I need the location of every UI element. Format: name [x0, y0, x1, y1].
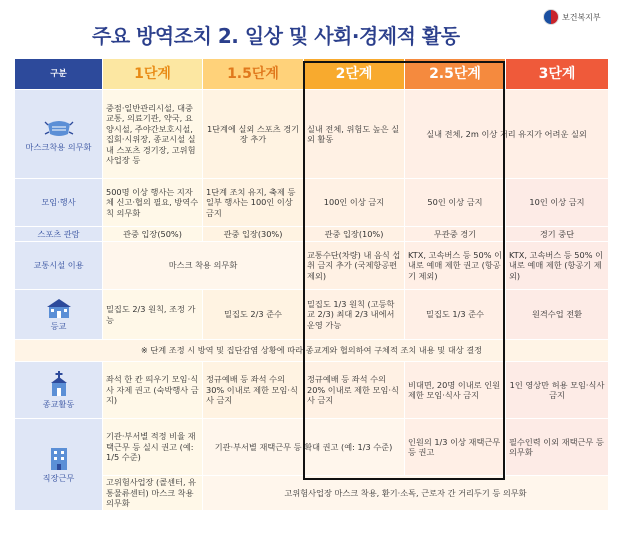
cell-school-stage2: 밀집도 1/3 원칙 (고등학교 2/3) 최대 2/3 내에서 운영 가능 [304, 290, 405, 340]
column-header-stage2: 2단계 [304, 59, 405, 90]
row-label-text: 직장근무 [42, 473, 75, 483]
cell-work-stage1-5-2: 기관·부서별 재택근무 등 확대 권고 (예: 1/3 수준) [203, 419, 405, 476]
column-header-stage2-5: 2.5단계 [405, 59, 506, 90]
religion-note: ※ 단계 조정 시 방역 및 집단감염 상황에 따라 종교계와 협의하여 구체적 조치 내용 및 대상 결정 [15, 340, 609, 362]
cell-sports-stage2-5: 무관중 경기 [405, 227, 506, 242]
table-row-meeting [15, 179, 609, 227]
cell-school-stage1-5: 밀집도 2/3 준수 [203, 290, 304, 340]
cell-school-stage1: 밀집도 2/3 원칙, 조정 가능 [103, 290, 203, 340]
cell-mask-stage2-5-3: 실내 전체, 2m 이상 거리 유지가 어려운 실외 [405, 90, 609, 179]
table-row-note [15, 340, 609, 362]
cell-mask-stage2: 실내 전체, 위험도 높은 실외 활동 [304, 90, 405, 179]
taegeuk-icon [543, 9, 559, 25]
school-icon [46, 297, 72, 319]
cell-mask-stage1: 중점·일반관리시설, 대중교통, 의료기관, 약국, 요양시설, 주야간보호시설, 집회·시위장, 종교시설 실내 스포츠 경기장, 고위험 사업장 등 [103, 90, 203, 179]
cell-transport-stage2-5: KTX, 고속버스 등 50% 이내로 예매 제한 권고 (항공기 제외) [405, 242, 506, 290]
row-label-sports: 스포츠 관람 [15, 227, 103, 242]
cell-work-stage3: 필수인력 이외 재택근무 등 의무화 [506, 419, 609, 476]
mask-icon [44, 116, 74, 140]
table-row-sports [15, 227, 609, 242]
row-label-transport: 교통시설 이용 [15, 242, 103, 290]
table-row-transport [15, 242, 609, 290]
row-label-work [15, 419, 103, 511]
cell-sports-stage2: 관중 입장(10%) [304, 227, 405, 242]
column-header-stage1: 1단계 [103, 59, 203, 90]
cell-transport-stage2: 교통수단(차량) 내 음식 섭취 금지 추가 (국제항공편 제외) [304, 242, 405, 290]
page-title: 주요 방역조치 2. 일상 및 사회·경제적 활동 [92, 24, 460, 48]
row-label-mask [15, 90, 103, 179]
cell-mask-stage1-5: 1단계에 실외 스포츠 경기장 추가 [203, 90, 304, 179]
table-row-work-b [15, 476, 609, 511]
table-header-row [15, 59, 609, 90]
cell-highrisk-stage1: 고위험사업장 (콜센터, 유통물류센터) 마스크 착용 의무화 [103, 476, 203, 511]
row-label-text: 등교 [50, 321, 67, 332]
ministry-logo [543, 9, 601, 25]
column-header-category: 구분 [15, 59, 103, 90]
row-label-religion [15, 362, 103, 419]
cell-religion-stage1-5: 정규예배 등 좌석 수의 30% 이내로 제한 모임·식사 금지 [203, 362, 304, 419]
row-label-text: 종교활동 [42, 398, 75, 409]
cell-highrisk-stage1-5-3: 고위험사업장 마스크 착용, 환기·소독, 근로자 간 거리두기 등 의무화 [203, 476, 609, 511]
cell-meeting-stage1-5: 1단계 조치 유지, 축제 등 일부 행사는 100인 이상 금지 [203, 179, 304, 227]
column-header-stage1-5: 1.5단계 [203, 59, 304, 90]
cell-religion-stage2-5: 비대면, 20명 이내로 인원 제한 모임·식사 금지 [405, 362, 506, 419]
cell-sports-stage3: 경기 중단 [506, 227, 609, 242]
cell-sports-stage1-5: 관중 입장(30%) [203, 227, 304, 242]
row-label-school [15, 290, 103, 340]
measures-table [14, 58, 609, 511]
table-row-work-a [15, 419, 609, 476]
table-row-school [15, 290, 609, 340]
cell-school-stage2-5: 밀집도 1/3 준수 [405, 290, 506, 340]
column-header-stage3: 3단계 [506, 59, 609, 90]
header [0, 0, 620, 56]
cell-meeting-stage3: 10인 이상 금지 [506, 179, 609, 227]
cell-religion-stage2: 정규예배 등 좌석 수의 20% 이내로 제한 모임·식사 금지 [304, 362, 405, 419]
table-row-mask [15, 90, 609, 179]
logo-text: 보건복지부 [562, 12, 601, 22]
cell-work-stage2-5: 인원의 1/3 이상 재택근무 등 권고 [405, 419, 506, 476]
cell-transport-stage1-1-5: 마스크 착용 의무화 [103, 242, 304, 290]
cell-religion-stage1: 좌석 한 칸 띄우기 모임·식사 자제 권고 (숙박행사 금지) [103, 362, 203, 419]
cell-meeting-stage2-5: 50인 이상 금지 [405, 179, 506, 227]
row-label-text: 마스크착용 의무화 [25, 141, 92, 152]
cell-work-stage1: 기관·부서별 적정 비율 재택근무 등 실시 권고 (예: 1/5 수준) [103, 419, 203, 476]
office-icon [47, 445, 71, 471]
cell-transport-stage3: KTX, 고속버스 등 50% 이내로 예매 제한 (항공기 제외) [506, 242, 609, 290]
row-label-meeting: 모임·행사 [15, 179, 103, 227]
cell-religion-stage3: 1인 영상만 허용 모임·식사 금지 [506, 362, 609, 419]
cell-sports-stage1: 관중 입장(50%) [103, 227, 203, 242]
table-row-religion [15, 362, 609, 419]
cell-meeting-stage2: 100인 이상 금지 [304, 179, 405, 227]
cell-school-stage3: 원격수업 전환 [506, 290, 609, 340]
cell-meeting-stage1: 500명 이상 행사는 지자체 신고·협의 필요, 방역수칙 의무화 [103, 179, 203, 227]
church-icon [47, 371, 71, 397]
